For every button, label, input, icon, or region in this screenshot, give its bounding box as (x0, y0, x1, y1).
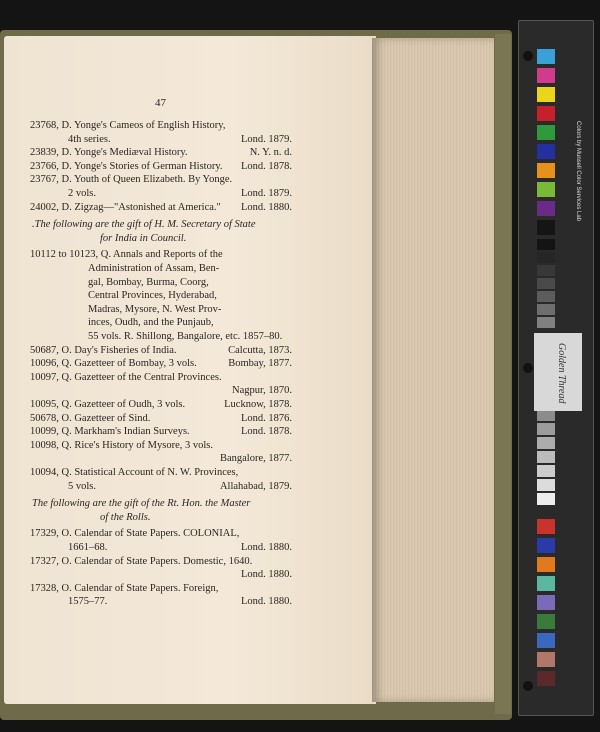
catalog-entry: 23767, D. Youth of Queen Elizabeth. By Yonge. (30, 174, 233, 186)
gray-swatch (537, 239, 555, 250)
entry-imprint: Calcutta, 1873. (228, 344, 292, 356)
registration-dot (523, 681, 533, 691)
entry-imprint: Allahabad, 1879. (219, 480, 292, 492)
section-heading: of the Rolls. (100, 511, 151, 523)
catalog-entry-continued: 2 vols. (68, 188, 97, 199)
gray-swatch (537, 265, 555, 276)
color-checker-card (518, 20, 594, 716)
catalog-entry-continued: 1575–77. (68, 596, 108, 608)
color-swatch (537, 519, 555, 534)
page-edges (372, 38, 494, 702)
color-swatch (537, 49, 555, 64)
card-caption: Colors by Munsell Color Services Lab (575, 121, 581, 222)
entry-imprint: Lond. 1876. (240, 412, 292, 424)
color-swatch (537, 68, 555, 83)
entry-imprint: Lond. 1880. (240, 596, 292, 608)
gray-swatch (537, 493, 555, 505)
entry-imprint: Nagpur, 1870. (232, 385, 292, 397)
section-heading: The following are the gift of the Rt. Hon. the Master (32, 498, 251, 510)
color-swatch (537, 87, 555, 102)
catalog-entry: Central Provinces, Hyderabad, (88, 290, 217, 302)
entry-imprint: Bangalore, 1877. (219, 453, 292, 465)
section-heading: .The following are the gift of H. M. Secretary of State (32, 219, 256, 231)
catalog-entry: Administration of Assam, Ben- (88, 263, 220, 274)
registration-dot (523, 51, 533, 61)
gray-swatch (537, 317, 555, 328)
gray-swatch (537, 304, 555, 315)
color-swatch (537, 125, 555, 140)
catalog-entry-continued: 5 vols. (68, 480, 97, 492)
gray-swatch (537, 423, 555, 435)
color-swatch (537, 201, 555, 216)
catalog-entry: 50678, O. Gazetteer of Sind. (30, 412, 151, 424)
card-logo: Golden Thread (556, 343, 567, 404)
color-swatch (537, 557, 555, 572)
catalog-entry-continued: 1661–68. (68, 542, 108, 553)
catalog-entry: 10096, Q. Gazetteer of Bombay, 3 vols. (30, 358, 197, 370)
page-number: 47 (155, 97, 166, 109)
section-heading: for India in Council. (100, 232, 187, 244)
catalog-entry: 23766, D. Yonge's Stories of German History. (30, 160, 223, 172)
gray-swatch (537, 291, 555, 302)
gray-swatch (537, 252, 555, 263)
color-swatch (537, 144, 555, 159)
catalog-entry: 10112 to 10123, Q. Annals and Reports of the (30, 249, 223, 261)
color-swatch (537, 182, 555, 197)
entry-imprint: Lond. 1880. (240, 569, 292, 581)
catalog-entry: gal, Bombay, Burma, Coorg, (88, 276, 209, 288)
book-page (4, 36, 376, 704)
gray-swatch (537, 451, 555, 463)
color-swatch (537, 614, 555, 629)
color-swatch (537, 538, 555, 553)
catalog-entry: 10094, Q. Statistical Account of N. W. Provinces, (30, 467, 239, 478)
catalog-entry: 10099, Q. Markham's Indian Surveys. (30, 426, 190, 438)
catalog-entry: 17327, O. Calendar of State Papers. Domestic, 1640. (30, 555, 253, 567)
entry-imprint: Lond. 1878. (240, 426, 292, 438)
entry-imprint: Lond. 1879. (240, 188, 292, 199)
color-swatch (537, 595, 555, 610)
entry-imprint: Bombay, 1877. (228, 358, 292, 370)
catalog-entry: 17328, O. Calendar of State Papers. Foreign, (30, 582, 219, 594)
catalog-entry: 23839, D. Yonge's Mediæval History. (30, 147, 188, 159)
catalog-entry: 24002, D. Zigzag—"Astonished at America." (30, 201, 221, 213)
color-swatch (537, 106, 555, 121)
catalog-entry: 10095, Q. Gazetteer of Oudh, 3 vols. (30, 399, 186, 410)
gray-swatch (537, 437, 555, 449)
registration-dot (523, 363, 533, 373)
entry-imprint: Lond. 1880. (240, 201, 292, 213)
catalog-entry: 17329, O. Calendar of State Papers. COLONIAL, (30, 528, 240, 540)
catalog-entry-continued: 4th series. (68, 133, 111, 145)
catalog-entry: 10097, Q. Gazetteer of the Central Provinces. (30, 371, 222, 383)
color-swatch (537, 633, 555, 648)
color-swatch (537, 671, 555, 686)
entry-imprint: Lucknow, 1878. (224, 399, 292, 410)
catalog-entry: Madras, Mysore, N. West Prov- (88, 303, 222, 315)
entry-imprint: N. Y. n. d. (249, 147, 292, 159)
entry-imprint: Lond. 1879. (240, 133, 292, 145)
color-swatch (537, 576, 555, 591)
color-swatch (537, 163, 555, 178)
catalog-entry: 10098, Q. Rice's History of Mysore, 3 vols. (30, 439, 214, 451)
color-swatch (537, 220, 555, 235)
gray-swatch (537, 479, 555, 491)
catalog-entry: 55 vols. R. Shillong, Bangalore, etc. 1857–80. (88, 331, 283, 342)
entry-imprint: Lond. 1880. (240, 542, 292, 553)
entry-imprint: Lond. 1878. (240, 160, 292, 172)
catalog-entry: 50687, O. Day's Fisheries of India. (30, 344, 177, 356)
gray-swatch (537, 278, 555, 289)
gray-swatch (537, 465, 555, 477)
catalog-entry: inces, Oudh, and the Punjaub, (88, 317, 214, 329)
catalog-entry: 23768, D. Yonge's Cameos of English History, (30, 120, 226, 131)
book-cover-edge (495, 34, 511, 714)
color-swatch (537, 652, 555, 667)
